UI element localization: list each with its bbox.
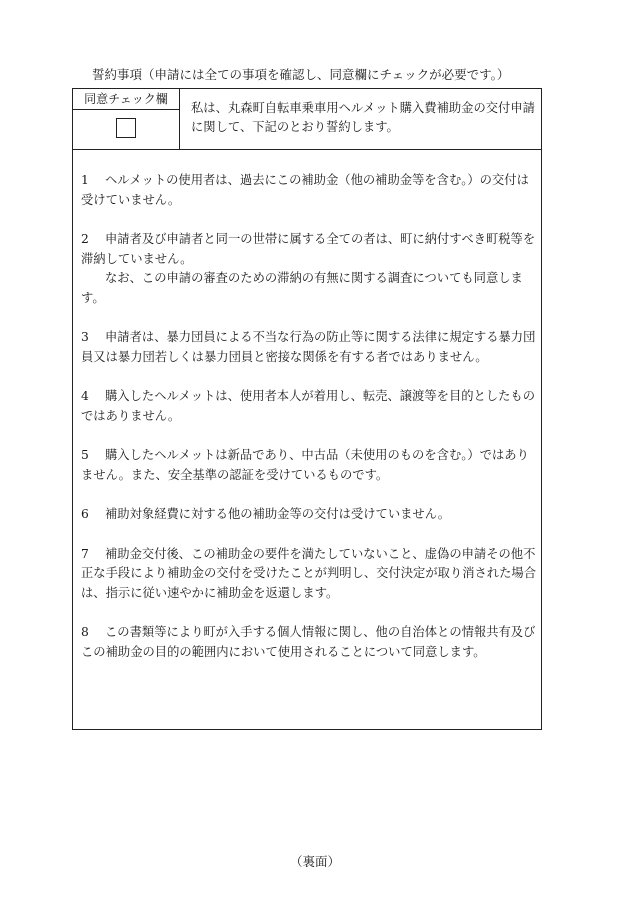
pledge-item-text: 補助対象経費に対する他の補助金等の交付は受けていません。 — [105, 507, 451, 521]
pledge-form-frame — [72, 88, 542, 730]
pledge-item-text: 購入したヘルメットは新品であり、中古品（未使用のものを含む。）ではありません。また、安全基準の認証を受けているものです。 — [81, 448, 529, 482]
pledge-item-number: 1 — [81, 173, 89, 187]
pledge-item-5 — [81, 446, 541, 485]
pledge-heading: 誓約事項（申請には全ての事項を確認し、同意欄にチェックが必要です。） — [92, 67, 510, 82]
pledge-item-4 — [81, 387, 541, 426]
agreement-row — [73, 89, 541, 150]
pledge-item-2 — [81, 230, 541, 308]
pledge-item-text: ヘルメットの使用者は、過去にこの補助金（他の補助金等を含む。）の交付は受けていません。 — [81, 173, 529, 207]
pledge-item-number: 8 — [81, 625, 89, 639]
agree-checkbox-cell — [73, 110, 180, 149]
pledge-item-text: 申請者及び申請者と同一の世帯に属する全ての者は、町に納付すべき町税等を滞納していません。 — [81, 232, 536, 266]
pledge-item-3 — [81, 328, 541, 367]
pledge-item-number: 4 — [81, 389, 89, 403]
agree-checkbox[interactable] — [116, 118, 136, 138]
pledge-item-8 — [81, 623, 541, 662]
pledge-item-number: 5 — [81, 448, 89, 462]
pledge-item-6 — [81, 505, 541, 525]
pledge-item-1 — [81, 171, 541, 210]
pledge-item-text: 購入したヘルメットは、使用者本人が着用し、転売、譲渡等を目的としたものではありません。 — [81, 389, 536, 423]
pledge-item-text: 申請者は、暴力団員による不当な行為の防止等に関する法律に規定する暴力団員又は暴力団若しくは暴力団員と密接な関係を有する者ではありません。 — [81, 330, 536, 364]
pledge-item-number: 2 — [81, 232, 89, 246]
pledge-items-list — [81, 171, 541, 682]
pledge-item-number: 6 — [81, 507, 89, 521]
pledge-item-extra: なお、この申請の審査のための滞納の有無に関する調査についても同意します。 — [81, 271, 523, 305]
pledge-item-number: 3 — [81, 330, 89, 344]
page-side-label: （裏面） — [289, 854, 340, 869]
declaration-text: 私は、丸森町自転車乗車用ヘルメット購入費補助金の交付申請に関して、下記のとおり誓約します。 — [191, 101, 535, 134]
pledge-item-text: この書類等により町が入手する個人情報に関し、他の自治体との情報共有及びこの補助金の目的の範囲内において使用されることについて同意します。 — [81, 625, 536, 659]
pledge-item-7 — [81, 545, 541, 604]
agree-check-label: 同意チェック欄 — [73, 89, 180, 110]
pledge-item-text: 補助金交付後、この補助金の要件を満たしていないこと、虚偽の申請その他不正な手段により補助金の交付を受けたことが判明し、交付決定が取り消された場合は、指示に従い速やかに補助金を返還します。 — [81, 546, 536, 600]
pledge-item-number: 7 — [81, 546, 89, 561]
